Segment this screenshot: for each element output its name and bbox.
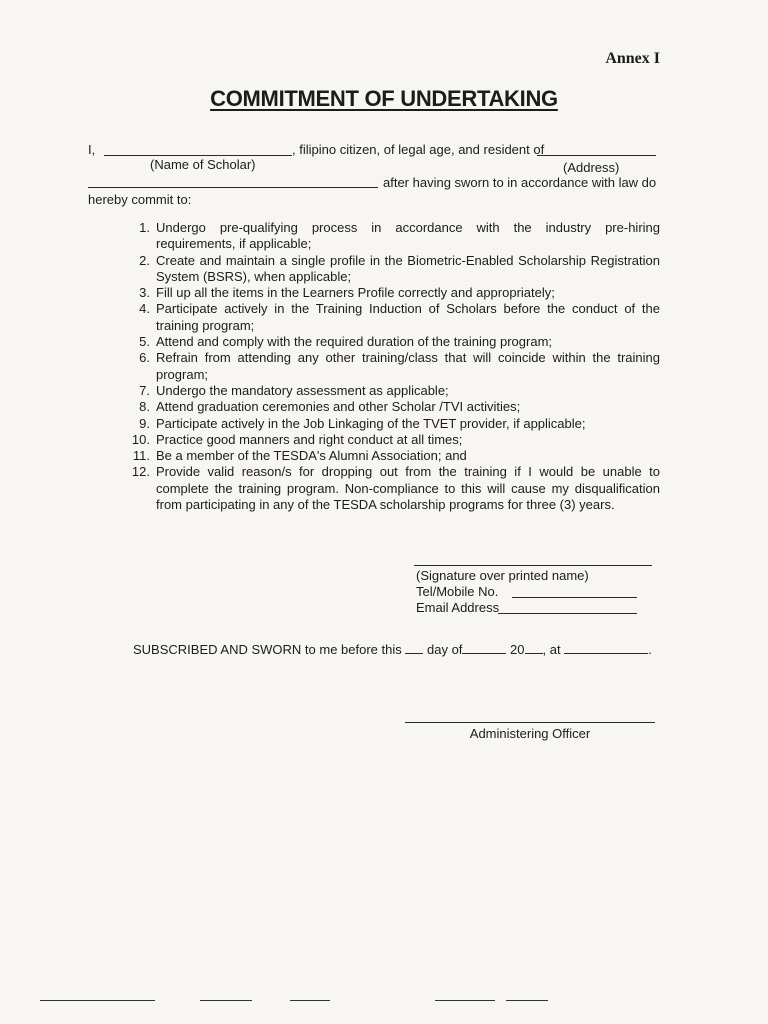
footer-rule <box>40 1000 155 1001</box>
footer-rule <box>290 1000 330 1001</box>
tel-label: Tel/Mobile No. <box>416 584 499 599</box>
commitment-item: 5. Attend and comply with the required duration of the training program; <box>139 334 553 350</box>
commitment-item: 4. Participate actively in the Training Induction of Scholars before the conduct of the training program; <box>139 301 660 333</box>
name-caption: (Name of Scholar) <box>150 157 256 172</box>
year-blank[interactable] <box>525 642 543 654</box>
sworn-statement: SUBSCRIBED AND SWORN to me before this day of 20 , at . <box>133 642 652 657</box>
day-blank[interactable] <box>405 642 423 654</box>
tel-blank[interactable] <box>512 597 637 598</box>
officer-signature-line[interactable] <box>405 722 655 723</box>
address-blank-2[interactable] <box>88 187 378 188</box>
officer-caption: Administering Officer <box>469 726 591 741</box>
place-blank[interactable] <box>564 642 648 654</box>
commitment-item: 7. Undergo the mandatory assessment as applicable; <box>139 382 449 398</box>
email-blank[interactable] <box>498 613 637 614</box>
intro-sworn-text: after having sworn to in accordance with law do <box>383 175 657 190</box>
intro-prefix: I, <box>88 142 96 157</box>
footer-rule <box>435 1000 495 1001</box>
footer-rule <box>506 1000 548 1001</box>
commitment-item: 6. Refrain from attending any other training/class that will coincide within the training program; <box>139 350 660 382</box>
footer-rule <box>200 1000 252 1001</box>
address-blank-1[interactable] <box>537 155 656 156</box>
commitment-item: 3. Fill up all the items in the Learners Profile correctly and appropriately; <box>139 285 555 301</box>
commitment-item: 1. Undergo pre-qualifying process in accordance with the industry pre-hiring requirements, if applicable; <box>139 220 660 252</box>
intro-citizen-text: , filipino citizen, of legal age, and resident of <box>292 142 545 157</box>
commitment-item: 11. Be a member of the TESDA's Alumni Association; and <box>132 448 467 464</box>
month-blank[interactable] <box>462 642 506 654</box>
commitment-item: 9. Participate actively in the Job Linkaging of the TVET provider, if applicable; <box>139 415 586 431</box>
address-caption: (Address) <box>563 160 620 175</box>
signature-line[interactable] <box>414 565 652 566</box>
email-label: Email Address <box>416 600 500 615</box>
commitment-item: 10. Practice good manners and right conduct at all times; <box>131 431 463 447</box>
commitment-item: 2. Create and maintain a single profile in the Biometric-Enabled Scholarship Registration System (BSRS), when applicable; <box>139 252 660 284</box>
commitment-item: 8. Attend graduation ceremonies and other Scholar /TVI activities; <box>139 399 521 415</box>
document-title <box>0 86 768 112</box>
document-title-text: COMMITMENT OF UNDERTAKING <box>210 86 558 111</box>
intro-commit-text: hereby commit to: <box>88 192 192 207</box>
commitment-item: 12. Provide valid reason/s for dropping out from the training if I would be unable to complete the training program. Non-compliance to this will cause my disqualification from participating in any of the TESDA scholarship programs for three (3) years. <box>131 464 660 513</box>
signature-caption: (Signature over printed name) <box>416 568 589 583</box>
scholar-name-blank[interactable] <box>104 155 292 156</box>
annex-label: Annex I <box>605 50 660 67</box>
commitments-list <box>124 220 660 513</box>
